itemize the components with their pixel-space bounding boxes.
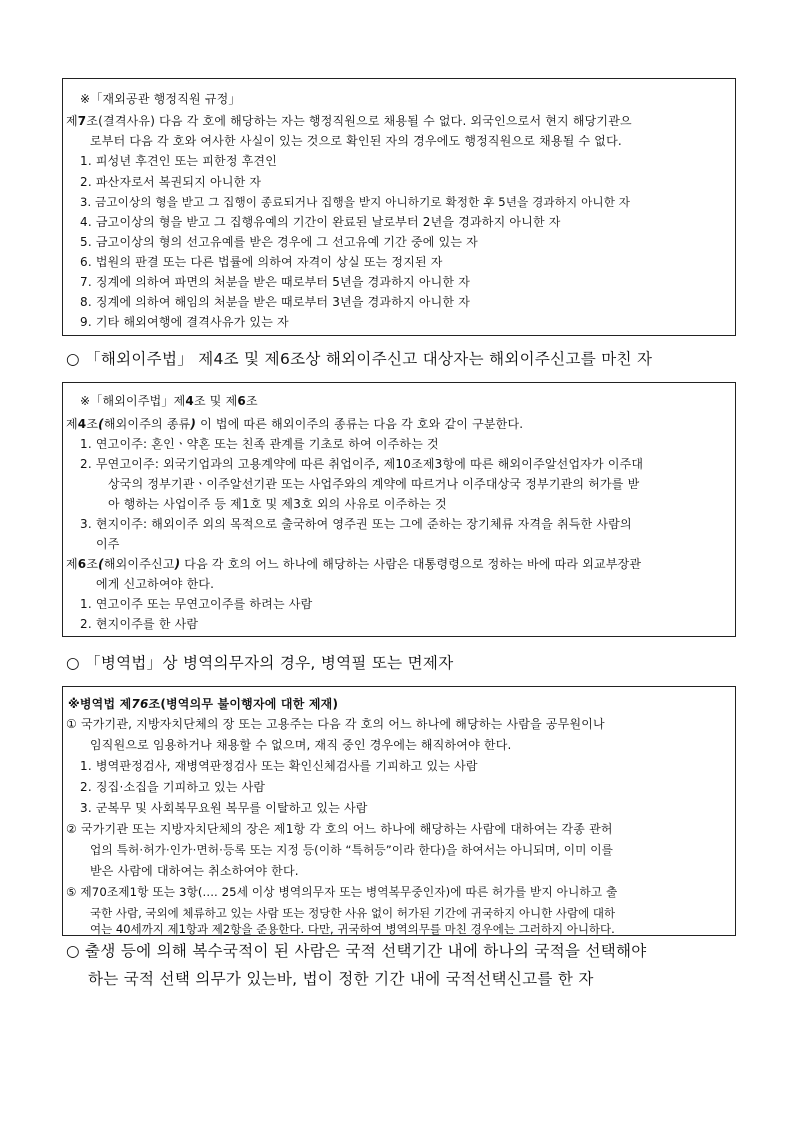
paragraph-5: ⑤ 제70조제1항 또는 3항(.... 25세 이상 병역의무자 또는 병역복무중인자)에 따른 허가를 받지 아니하고 출: [66, 885, 618, 899]
article-6-line: 제6조(해외이주신고) 다음 각 호의 어느 하나에 해당하는 사람은 대통령령으로 정하는 바에 따라 외교부장관: [66, 557, 642, 571]
list-item: 2. 현지이주를 한 사람: [80, 617, 199, 631]
list-item: 1. 연고이주 또는 무연고이주를 하려는 사람: [80, 597, 313, 611]
list-item: 1. 피성년 후견인 또는 피한정 후견인: [80, 154, 278, 168]
paragraph-2-continuation: 받은 사람에 대하여는 취소하여야 한다.: [90, 864, 299, 878]
list-item: 3. 현지이주: 해외이주 외의 목적으로 출국하여 영주권 또는 그에 준하는 장기체류 자격을 취득한 사람의: [80, 517, 632, 531]
list-item: 6. 법원의 판결 또는 다른 법률에 의하여 자격이 상실 또는 정지된 자: [80, 255, 443, 269]
article-4-line: 제4조(해외이주의 종류) 이 법에 따른 해외이주의 종류는 다음 각 호와 같이 구분한다.: [66, 417, 524, 431]
section-heading-overseas-emigration: ○ 「해외이주법」 제4조 및 제6조상 해외이주신고 대상자는 해외이주신고를 마친 자: [66, 350, 653, 368]
list-item: 5. 금고이상의 형의 선고유예를 받은 경우에 그 선고유예 기간 중에 있는 자: [80, 235, 478, 249]
list-item: 4. 금고이상의 형을 받고 그 집행유예의 기간이 완료된 날로부터 2년을 경과하지 아니한 자: [80, 215, 561, 229]
paragraph-1-continuation: 임직원으로 임용하거나 채용할 수 없으며, 재직 중인 경우에는 해직하여야 한다.: [90, 738, 512, 752]
section-heading-military-service: ○ 「병역법」상 병역의무자의 경우, 병역필 또는 면제자: [66, 654, 454, 672]
section-heading-nationality-line-1: ○ 출생 등에 의해 복수국적이 된 사람은 국적 선택기간 내에 하나의 국적을 선택해야: [66, 942, 647, 960]
list-item-continuation: 상국의 정부기관ㆍ이주알선기관 또는 사업주와의 계약에 따르거나 이주대상국 정부기관의 허가를 받: [108, 477, 640, 491]
box3-title: ※병역법 제76조(병역의무 불이행자에 대한 제재): [68, 697, 339, 711]
list-item-continuation: 아 행하는 사업이주 등 제1호 및 제3호 외의 사유로 이주하는 것: [108, 497, 447, 511]
section-heading-nationality-line-2: 하는 국적 선택 의무가 있는바, 법이 정한 기간 내에 국적선택신고를 한 자: [88, 970, 594, 988]
list-item: 3. 군복무 및 사회복무요원 복무를 이탈하고 있는 사람: [80, 801, 368, 815]
list-item: 2. 파산자로서 복권되지 아니한 자: [80, 175, 262, 189]
list-item: 2. 징집·소집을 기피하고 있는 사람: [80, 780, 266, 794]
article-7-line: 제7조(결격사유) 다음 각 호에 해당하는 자는 행정직원으로 채용될 수 없다. 외국인으로서 현지 해당기관으: [66, 114, 632, 128]
paragraph-5-continuation: 국한 사람, 국외에 체류하고 있는 사람 또는 정당한 사유 없이 허가된 기간에 귀국하지 아니한 사람에 대하: [90, 906, 616, 920]
list-item: 1. 병역판정검사, 재병역판정검사 또는 확인신체검사를 기피하고 있는 사람: [80, 759, 478, 773]
list-item: 7. 징계에 의하여 파면의 처분을 받은 때로부터 5년을 경과하지 아니한 자: [80, 275, 471, 289]
list-item: 9. 기타 해외여행에 결격사유가 있는 자: [80, 315, 289, 329]
list-item: 3. 금고이상의 형을 받고 그 집행이 종료되거나 집행을 받지 아니하기로 확정한 후 5년을 경과하지 아니한 자: [80, 195, 631, 209]
paragraph-2: ② 국가기관 또는 지방자치단체의 장은 제1항 각 호의 어느 하나에 해당하는 사람에 대하여는 각종 관허: [66, 822, 613, 836]
article-7-continuation: 로부터 다음 각 호와 여사한 사실이 있는 것으로 확인된 자의 경우에도 행정직원으로 채용될 수 없다.: [90, 134, 622, 148]
paragraph-5-continuation: 여는 40세까지 제1항과 제2항을 준용한다. 다만, 귀국하여 병역의무를 마친 경우에는 그러하지 아니하다.: [90, 922, 615, 936]
list-item: 1. 연고이주: 혼인ㆍ약혼 또는 친족 관계를 기초로 하여 이주하는 것: [80, 437, 439, 451]
list-item-continuation: 이주: [96, 537, 120, 551]
list-item: 8. 징계에 의하여 해임의 처분을 받은 때로부터 3년을 경과하지 아니한 자: [80, 295, 471, 309]
list-item: 2. 무연고이주: 외국기업과의 고용계약에 따른 취업이주, 제10조제3항에 따른 해외이주알선업자가 이주대: [80, 457, 644, 471]
box2-title: ※「해외이주법」제4조 및 제6조: [80, 394, 258, 408]
paragraph-1: ① 국가기관, 지방자치단체의 장 또는 고용주는 다음 각 호의 어느 하나에 해당하는 사람을 공무원이나: [66, 717, 605, 731]
box1-title: ※「재외공관 행정직원 규정」: [80, 92, 241, 106]
article-6-continuation: 에게 신고하여야 한다.: [96, 577, 215, 591]
paragraph-2-continuation: 업의 특허·허가·인가·면허·등록 또는 지정 등(이하 “특허등”이라 한다)을 하여서는 아니되며, 이미 이를: [90, 843, 614, 857]
